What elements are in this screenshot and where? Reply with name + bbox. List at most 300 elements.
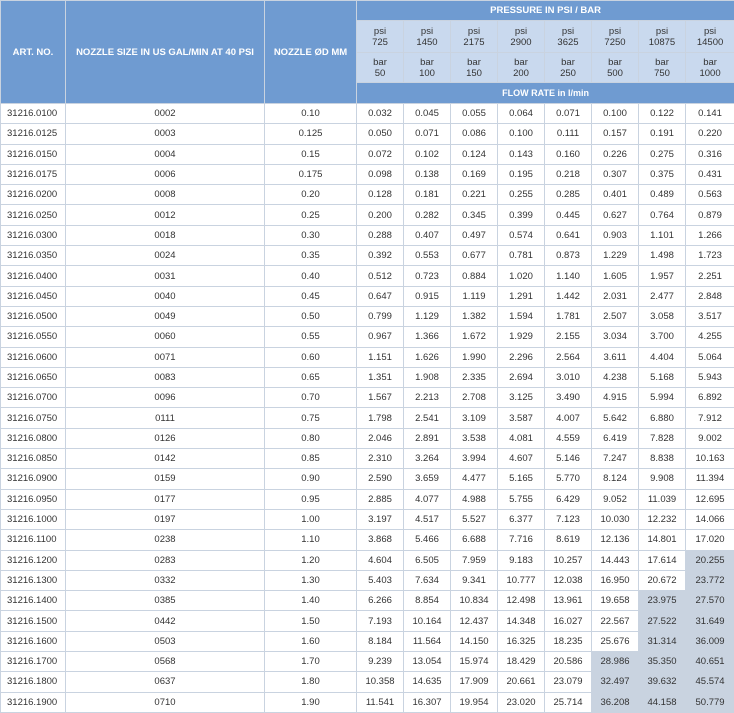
flow-rate-cell: 1.366 bbox=[404, 327, 451, 347]
flow-rate-cell: 1.498 bbox=[639, 246, 686, 266]
flow-rate-cell: 0.071 bbox=[404, 124, 451, 144]
flow-rate-cell: 1.119 bbox=[451, 286, 498, 306]
bar-header-cell bbox=[404, 53, 451, 83]
flow-rate-cell: 6.429 bbox=[545, 489, 592, 509]
flow-rate-cell: 20.255 bbox=[686, 550, 734, 570]
nozzle-diameter-cell: 0.65 bbox=[265, 367, 357, 387]
art-no-cell: 31216.1000 bbox=[1, 509, 66, 529]
bar-unit-label: bar bbox=[545, 57, 591, 68]
flow-rate-cell: 1.229 bbox=[592, 246, 639, 266]
flow-rate-cell: 31.649 bbox=[686, 611, 734, 631]
flow-rate-cell: 16.027 bbox=[545, 611, 592, 631]
psi-unit-label: psi bbox=[357, 26, 403, 37]
flow-rate-cell: 0.647 bbox=[357, 286, 404, 306]
nozzle-size-cell: 0018 bbox=[66, 225, 265, 245]
flow-rate-cell: 1.723 bbox=[686, 246, 734, 266]
flow-rate-cell: 2.891 bbox=[404, 428, 451, 448]
flow-rate-cell: 1.990 bbox=[451, 347, 498, 367]
flow-rate-cell: 3.490 bbox=[545, 388, 592, 408]
flow-rate-cell: 7.828 bbox=[639, 428, 686, 448]
art-no-cell: 31216.0700 bbox=[1, 388, 66, 408]
nozzle-size-cell: 0003 bbox=[66, 124, 265, 144]
flow-rate-cell: 1.781 bbox=[545, 306, 592, 326]
table-row bbox=[1, 266, 734, 286]
flow-rate-cell: 9.052 bbox=[592, 489, 639, 509]
nozzle-size-cell: 0096 bbox=[66, 388, 265, 408]
psi-value: 7250 bbox=[592, 37, 638, 48]
table-row bbox=[1, 225, 734, 245]
psi-unit-label: psi bbox=[404, 26, 450, 37]
flow-rate-cell: 15.974 bbox=[451, 652, 498, 672]
nozzle-diameter-cell: 0.30 bbox=[265, 225, 357, 245]
flow-rate-cell: 2.335 bbox=[451, 367, 498, 387]
flow-rate-cell: 5.994 bbox=[639, 388, 686, 408]
nozzle-diameter-cell: 0.15 bbox=[265, 144, 357, 164]
art-no-cell: 31216.0950 bbox=[1, 489, 66, 509]
art-no-cell: 31216.0125 bbox=[1, 124, 66, 144]
flow-rate-cell: 0.641 bbox=[545, 225, 592, 245]
flow-rate-cell: 0.191 bbox=[639, 124, 686, 144]
flow-rate-cell: 3.058 bbox=[639, 306, 686, 326]
flow-rate-cell: 12.136 bbox=[592, 530, 639, 550]
bar-value: 1000 bbox=[686, 68, 734, 79]
flow-rate-cell: 0.285 bbox=[545, 185, 592, 205]
psi-header-cell bbox=[357, 21, 404, 53]
art-no-cell: 31216.0150 bbox=[1, 144, 66, 164]
flow-rate-cell: 2.848 bbox=[686, 286, 734, 306]
flow-rate-cell: 0.200 bbox=[357, 205, 404, 225]
nozzle-diameter-cell: 1.20 bbox=[265, 550, 357, 570]
flow-rate-cell: 0.255 bbox=[498, 185, 545, 205]
flow-rate-cell: 3.587 bbox=[498, 408, 545, 428]
flow-rate-cell: 2.213 bbox=[404, 388, 451, 408]
art-no-cell: 31216.1500 bbox=[1, 611, 66, 631]
bar-unit-label: bar bbox=[357, 57, 403, 68]
psi-value: 2175 bbox=[451, 37, 497, 48]
flow-rate-cell: 0.275 bbox=[639, 144, 686, 164]
flow-rate-cell: 4.077 bbox=[404, 489, 451, 509]
flow-rate-cell: 4.517 bbox=[404, 509, 451, 529]
flow-rate-cell: 39.632 bbox=[639, 672, 686, 692]
nozzle-diameter-cell: 0.70 bbox=[265, 388, 357, 408]
flow-rate-cell: 5.466 bbox=[404, 530, 451, 550]
flow-rate-cell: 0.445 bbox=[545, 205, 592, 225]
flow-rate-cell: 0.873 bbox=[545, 246, 592, 266]
flow-rate-cell: 1.929 bbox=[498, 327, 545, 347]
table-row bbox=[1, 144, 734, 164]
table-row bbox=[1, 205, 734, 225]
nozzle-size-cell: 0024 bbox=[66, 246, 265, 266]
flow-rate-cell: 0.100 bbox=[498, 124, 545, 144]
flow-rate-cell: 9.239 bbox=[357, 652, 404, 672]
header-pressure: PRESSURE IN PSI / BAR bbox=[357, 1, 734, 21]
flow-rate-cell: 0.915 bbox=[404, 286, 451, 306]
flow-rate-cell: 11.039 bbox=[639, 489, 686, 509]
flow-rate-cell: 0.221 bbox=[451, 185, 498, 205]
flow-rate-cell: 10.164 bbox=[404, 611, 451, 631]
table-row bbox=[1, 652, 734, 672]
bar-value: 150 bbox=[451, 68, 497, 79]
flow-rate-cell: 0.124 bbox=[451, 144, 498, 164]
flow-rate-cell: 2.708 bbox=[451, 388, 498, 408]
flow-rate-cell: 6.688 bbox=[451, 530, 498, 550]
flow-rate-cell: 0.050 bbox=[357, 124, 404, 144]
flow-rate-cell: 10.257 bbox=[545, 550, 592, 570]
flow-rate-cell: 9.908 bbox=[639, 469, 686, 489]
flow-rate-cell: 0.627 bbox=[592, 205, 639, 225]
flow-rate-cell: 3.197 bbox=[357, 509, 404, 529]
nozzle-diameter-cell: 0.85 bbox=[265, 449, 357, 469]
flow-rate-cell: 3.700 bbox=[639, 327, 686, 347]
flow-rate-cell: 1.020 bbox=[498, 266, 545, 286]
art-no-cell: 31216.0900 bbox=[1, 469, 66, 489]
flow-rate-cell: 40.651 bbox=[686, 652, 734, 672]
flow-rate-cell: 2.507 bbox=[592, 306, 639, 326]
flow-rate-cell: 0.799 bbox=[357, 306, 404, 326]
art-no-cell: 31216.0650 bbox=[1, 367, 66, 387]
flow-rate-cell: 8.619 bbox=[545, 530, 592, 550]
flow-rate-cell: 4.915 bbox=[592, 388, 639, 408]
art-no-cell: 31216.0175 bbox=[1, 164, 66, 184]
bar-header-cell bbox=[357, 53, 404, 83]
nozzle-size-cell: 0031 bbox=[66, 266, 265, 286]
art-no-cell: 31216.1200 bbox=[1, 550, 66, 570]
bar-header-cell bbox=[545, 53, 592, 83]
flow-rate-cell: 0.100 bbox=[592, 104, 639, 124]
flow-rate-cell: 0.218 bbox=[545, 164, 592, 184]
nozzle-size-cell: 0012 bbox=[66, 205, 265, 225]
flow-rate-cell: 6.892 bbox=[686, 388, 734, 408]
flow-rate-cell: 0.316 bbox=[686, 144, 734, 164]
nozzle-diameter-cell: 0.10 bbox=[265, 104, 357, 124]
flow-rate-cell: 2.251 bbox=[686, 266, 734, 286]
flow-rate-cell: 20.672 bbox=[639, 570, 686, 590]
flow-rate-cell: 1.266 bbox=[686, 225, 734, 245]
flow-rate-cell: 2.310 bbox=[357, 449, 404, 469]
flow-rate-cell: 7.634 bbox=[404, 570, 451, 590]
art-no-cell: 31216.0500 bbox=[1, 306, 66, 326]
flow-rate-cell: 16.307 bbox=[404, 692, 451, 712]
flow-rate-cell: 3.109 bbox=[451, 408, 498, 428]
flow-rate-cell: 25.714 bbox=[545, 692, 592, 712]
flow-rate-cell: 14.348 bbox=[498, 611, 545, 631]
flow-rate-cell: 3.994 bbox=[451, 449, 498, 469]
flow-rate-cell: 0.399 bbox=[498, 205, 545, 225]
nozzle-size-cell: 0637 bbox=[66, 672, 265, 692]
art-no-cell: 31216.1300 bbox=[1, 570, 66, 590]
bar-unit-label: bar bbox=[592, 57, 638, 68]
flow-rate-cell: 0.128 bbox=[357, 185, 404, 205]
flow-rate-cell: 36.009 bbox=[686, 631, 734, 651]
flow-rate-cell: 12.498 bbox=[498, 591, 545, 611]
art-no-cell: 31216.0750 bbox=[1, 408, 66, 428]
flow-rate-cell: 0.574 bbox=[498, 225, 545, 245]
flow-rate-cell: 12.232 bbox=[639, 509, 686, 529]
flow-rate-cell: 2.885 bbox=[357, 489, 404, 509]
flow-rate-cell: 0.111 bbox=[545, 124, 592, 144]
flow-rate-cell: 0.401 bbox=[592, 185, 639, 205]
flow-rate-cell: 13.961 bbox=[545, 591, 592, 611]
flow-rate-cell: 0.141 bbox=[686, 104, 734, 124]
flow-rate-cell: 20.586 bbox=[545, 652, 592, 672]
nozzle-diameter-cell: 1.90 bbox=[265, 692, 357, 712]
psi-header-cell bbox=[545, 21, 592, 53]
flow-rate-cell: 17.614 bbox=[639, 550, 686, 570]
flow-rate-cell: 10.834 bbox=[451, 591, 498, 611]
flow-rate-cell: 16.325 bbox=[498, 631, 545, 651]
flow-rate-cell: 11.394 bbox=[686, 469, 734, 489]
flow-rate-cell: 0.160 bbox=[545, 144, 592, 164]
flow-rate-cell: 1.626 bbox=[404, 347, 451, 367]
header-nozzle-size: NOZZLE SIZE IN US GAL/MIN AT 40 PSI bbox=[66, 1, 265, 104]
flow-rate-cell: 16.950 bbox=[592, 570, 639, 590]
flow-rate-cell: 22.567 bbox=[592, 611, 639, 631]
flow-rate-cell: 5.943 bbox=[686, 367, 734, 387]
table-row bbox=[1, 692, 734, 712]
bar-value: 200 bbox=[498, 68, 544, 79]
table-row bbox=[1, 367, 734, 387]
flow-rate-cell: 6.377 bbox=[498, 509, 545, 529]
nozzle-diameter-cell: 1.50 bbox=[265, 611, 357, 631]
flow-rate-cell: 0.032 bbox=[357, 104, 404, 124]
flow-rate-cell: 9.183 bbox=[498, 550, 545, 570]
flow-rate-cell: 1.567 bbox=[357, 388, 404, 408]
nozzle-diameter-cell: 0.40 bbox=[265, 266, 357, 286]
flow-rate-cell: 44.158 bbox=[639, 692, 686, 712]
flow-rate-cell: 5.064 bbox=[686, 347, 734, 367]
flow-rate-cell: 3.125 bbox=[498, 388, 545, 408]
nozzle-diameter-cell: 0.80 bbox=[265, 428, 357, 448]
flow-rate-cell: 9.002 bbox=[686, 428, 734, 448]
nozzle-diameter-cell: 0.50 bbox=[265, 306, 357, 326]
nozzle-size-cell: 0238 bbox=[66, 530, 265, 550]
flow-rate-cell: 0.181 bbox=[404, 185, 451, 205]
flow-rate-cell: 0.884 bbox=[451, 266, 498, 286]
flow-rate-cell: 4.007 bbox=[545, 408, 592, 428]
flow-rate-cell: 2.155 bbox=[545, 327, 592, 347]
art-no-cell: 31216.0100 bbox=[1, 104, 66, 124]
flow-rate-cell: 23.975 bbox=[639, 591, 686, 611]
flow-rate-cell: 2.296 bbox=[498, 347, 545, 367]
art-no-cell: 31216.1800 bbox=[1, 672, 66, 692]
nozzle-diameter-cell: 0.75 bbox=[265, 408, 357, 428]
bar-value: 250 bbox=[545, 68, 591, 79]
flow-rate-cell: 1.382 bbox=[451, 306, 498, 326]
flow-rate-cell: 6.505 bbox=[404, 550, 451, 570]
psi-header-cell bbox=[451, 21, 498, 53]
nozzle-diameter-cell: 0.125 bbox=[265, 124, 357, 144]
flow-rate-cell: 0.723 bbox=[404, 266, 451, 286]
flow-rate-cell: 4.559 bbox=[545, 428, 592, 448]
nozzle-size-cell: 0004 bbox=[66, 144, 265, 164]
nozzle-size-cell: 0385 bbox=[66, 591, 265, 611]
flow-rate-cell: 0.903 bbox=[592, 225, 639, 245]
art-no-cell: 31216.1600 bbox=[1, 631, 66, 651]
flow-rate-cell: 12.038 bbox=[545, 570, 592, 590]
art-no-cell: 31216.0400 bbox=[1, 266, 66, 286]
flow-rate-cell: 0.563 bbox=[686, 185, 734, 205]
flow-rate-cell: 35.350 bbox=[639, 652, 686, 672]
art-no-cell: 31216.0600 bbox=[1, 347, 66, 367]
table-row bbox=[1, 286, 734, 306]
psi-header-cell bbox=[686, 21, 734, 53]
nozzle-diameter-cell: 1.30 bbox=[265, 570, 357, 590]
psi-value: 14500 bbox=[686, 37, 734, 48]
flow-rate-cell: 23.079 bbox=[545, 672, 592, 692]
table-row bbox=[1, 408, 734, 428]
flow-rate-cell: 17.909 bbox=[451, 672, 498, 692]
table-row bbox=[1, 104, 734, 124]
flow-rate-cell: 4.607 bbox=[498, 449, 545, 469]
nozzle-diameter-cell: 1.70 bbox=[265, 652, 357, 672]
psi-unit-label: psi bbox=[451, 26, 497, 37]
nozzle-diameter-cell: 0.55 bbox=[265, 327, 357, 347]
flow-rate-cell: 19.658 bbox=[592, 591, 639, 611]
flow-rate-cell: 0.071 bbox=[545, 104, 592, 124]
table-row bbox=[1, 164, 734, 184]
psi-value: 2900 bbox=[498, 37, 544, 48]
flow-rate-cell: 11.541 bbox=[357, 692, 404, 712]
flow-rate-cell: 7.912 bbox=[686, 408, 734, 428]
flow-rate-cell: 0.677 bbox=[451, 246, 498, 266]
header-flow-rate: FLOW RATE in l/min bbox=[357, 83, 734, 104]
header-art-no: ART. NO. bbox=[1, 1, 66, 104]
table-row bbox=[1, 327, 734, 347]
psi-header-cell bbox=[639, 21, 686, 53]
flow-rate-cell: 1.605 bbox=[592, 266, 639, 286]
flow-rate-cell: 18.235 bbox=[545, 631, 592, 651]
table-row bbox=[1, 611, 734, 631]
flow-rate-cell: 2.541 bbox=[404, 408, 451, 428]
flow-rate-cell: 0.169 bbox=[451, 164, 498, 184]
flow-rate-cell: 1.798 bbox=[357, 408, 404, 428]
bar-value: 750 bbox=[639, 68, 685, 79]
flow-rate-cell: 27.570 bbox=[686, 591, 734, 611]
art-no-cell: 31216.0850 bbox=[1, 449, 66, 469]
nozzle-diameter-cell: 0.25 bbox=[265, 205, 357, 225]
flow-rate-cell: 45.574 bbox=[686, 672, 734, 692]
flow-rate-cell: 0.045 bbox=[404, 104, 451, 124]
flow-rate-cell: 1.140 bbox=[545, 266, 592, 286]
table-row bbox=[1, 489, 734, 509]
flow-rate-cell: 3.659 bbox=[404, 469, 451, 489]
art-no-cell: 31216.1400 bbox=[1, 591, 66, 611]
table-row bbox=[1, 591, 734, 611]
flow-rate-cell: 11.564 bbox=[404, 631, 451, 651]
flow-rate-cell: 3.264 bbox=[404, 449, 451, 469]
psi-value: 10875 bbox=[639, 37, 685, 48]
psi-header-cell bbox=[592, 21, 639, 53]
flow-rate-cell: 14.066 bbox=[686, 509, 734, 529]
table-row bbox=[1, 124, 734, 144]
flow-rate-cell: 0.098 bbox=[357, 164, 404, 184]
table-row bbox=[1, 347, 734, 367]
flow-rate-cell: 0.102 bbox=[404, 144, 451, 164]
nozzle-diameter-cell: 1.00 bbox=[265, 509, 357, 529]
bar-header-cell bbox=[686, 53, 734, 83]
nozzle-size-cell: 0197 bbox=[66, 509, 265, 529]
table-row bbox=[1, 306, 734, 326]
bar-unit-label: bar bbox=[686, 57, 734, 68]
table-row bbox=[1, 388, 734, 408]
flow-rate-cell: 7.959 bbox=[451, 550, 498, 570]
flow-rate-cell: 36.208 bbox=[592, 692, 639, 712]
flow-rate-cell: 7.123 bbox=[545, 509, 592, 529]
flow-rate-cell: 0.512 bbox=[357, 266, 404, 286]
flow-rate-cell: 1.291 bbox=[498, 286, 545, 306]
art-no-cell: 31216.0550 bbox=[1, 327, 66, 347]
nozzle-size-cell: 0060 bbox=[66, 327, 265, 347]
flow-rate-cell: 4.988 bbox=[451, 489, 498, 509]
psi-unit-label: psi bbox=[592, 26, 638, 37]
flow-rate-cell: 0.138 bbox=[404, 164, 451, 184]
table-row bbox=[1, 449, 734, 469]
flow-rate-cell: 13.054 bbox=[404, 652, 451, 672]
flow-rate-cell: 20.661 bbox=[498, 672, 545, 692]
nozzle-size-cell: 0332 bbox=[66, 570, 265, 590]
nozzle-diameter-cell: 0.45 bbox=[265, 286, 357, 306]
table-row bbox=[1, 631, 734, 651]
art-no-cell: 31216.0450 bbox=[1, 286, 66, 306]
art-no-cell: 31216.0200 bbox=[1, 185, 66, 205]
flow-rate-cell: 2.564 bbox=[545, 347, 592, 367]
flow-rate-cell: 23.020 bbox=[498, 692, 545, 712]
flow-rate-cell: 4.604 bbox=[357, 550, 404, 570]
header-nozzle-diameter: NOZZLE ØD MM bbox=[265, 1, 357, 104]
flow-rate-cell: 25.676 bbox=[592, 631, 639, 651]
flow-rate-cell: 10.030 bbox=[592, 509, 639, 529]
flow-rate-cell: 0.072 bbox=[357, 144, 404, 164]
nozzle-size-cell: 0083 bbox=[66, 367, 265, 387]
flow-rate-cell: 9.341 bbox=[451, 570, 498, 590]
bar-value: 100 bbox=[404, 68, 450, 79]
flow-rate-cell: 2.031 bbox=[592, 286, 639, 306]
bar-value: 50 bbox=[357, 68, 403, 79]
table-row bbox=[1, 530, 734, 550]
flow-rate-cell: 1.672 bbox=[451, 327, 498, 347]
bar-unit-label: bar bbox=[639, 57, 685, 68]
nozzle-diameter-cell: 0.20 bbox=[265, 185, 357, 205]
nozzle-diameter-cell: 0.90 bbox=[265, 469, 357, 489]
flow-rate-cell: 3.611 bbox=[592, 347, 639, 367]
nozzle-size-cell: 0568 bbox=[66, 652, 265, 672]
flow-rate-cell: 8.854 bbox=[404, 591, 451, 611]
bar-header-cell bbox=[639, 53, 686, 83]
nozzle-size-cell: 0442 bbox=[66, 611, 265, 631]
flow-rate-cell: 0.226 bbox=[592, 144, 639, 164]
flow-rate-cell: 0.282 bbox=[404, 205, 451, 225]
flow-rate-cell: 6.419 bbox=[592, 428, 639, 448]
nozzle-size-cell: 0283 bbox=[66, 550, 265, 570]
flow-rate-cell: 14.150 bbox=[451, 631, 498, 651]
art-no-cell: 31216.0350 bbox=[1, 246, 66, 266]
flow-rate-cell: 0.431 bbox=[686, 164, 734, 184]
flow-rate-cell: 10.163 bbox=[686, 449, 734, 469]
flow-rate-cell: 0.781 bbox=[498, 246, 545, 266]
flow-rate-cell: 0.288 bbox=[357, 225, 404, 245]
flow-rate-cell: 3.517 bbox=[686, 306, 734, 326]
flow-rate-cell: 0.375 bbox=[639, 164, 686, 184]
nozzle-size-cell: 0177 bbox=[66, 489, 265, 509]
flow-rate-cell: 1.101 bbox=[639, 225, 686, 245]
flow-rate-cell: 31.314 bbox=[639, 631, 686, 651]
flow-rate-cell: 0.307 bbox=[592, 164, 639, 184]
bar-unit-label: bar bbox=[451, 57, 497, 68]
nozzle-size-cell: 0071 bbox=[66, 347, 265, 367]
flow-rate-cell: 12.437 bbox=[451, 611, 498, 631]
flow-rate-cell: 14.635 bbox=[404, 672, 451, 692]
flow-rate-cell: 8.838 bbox=[639, 449, 686, 469]
